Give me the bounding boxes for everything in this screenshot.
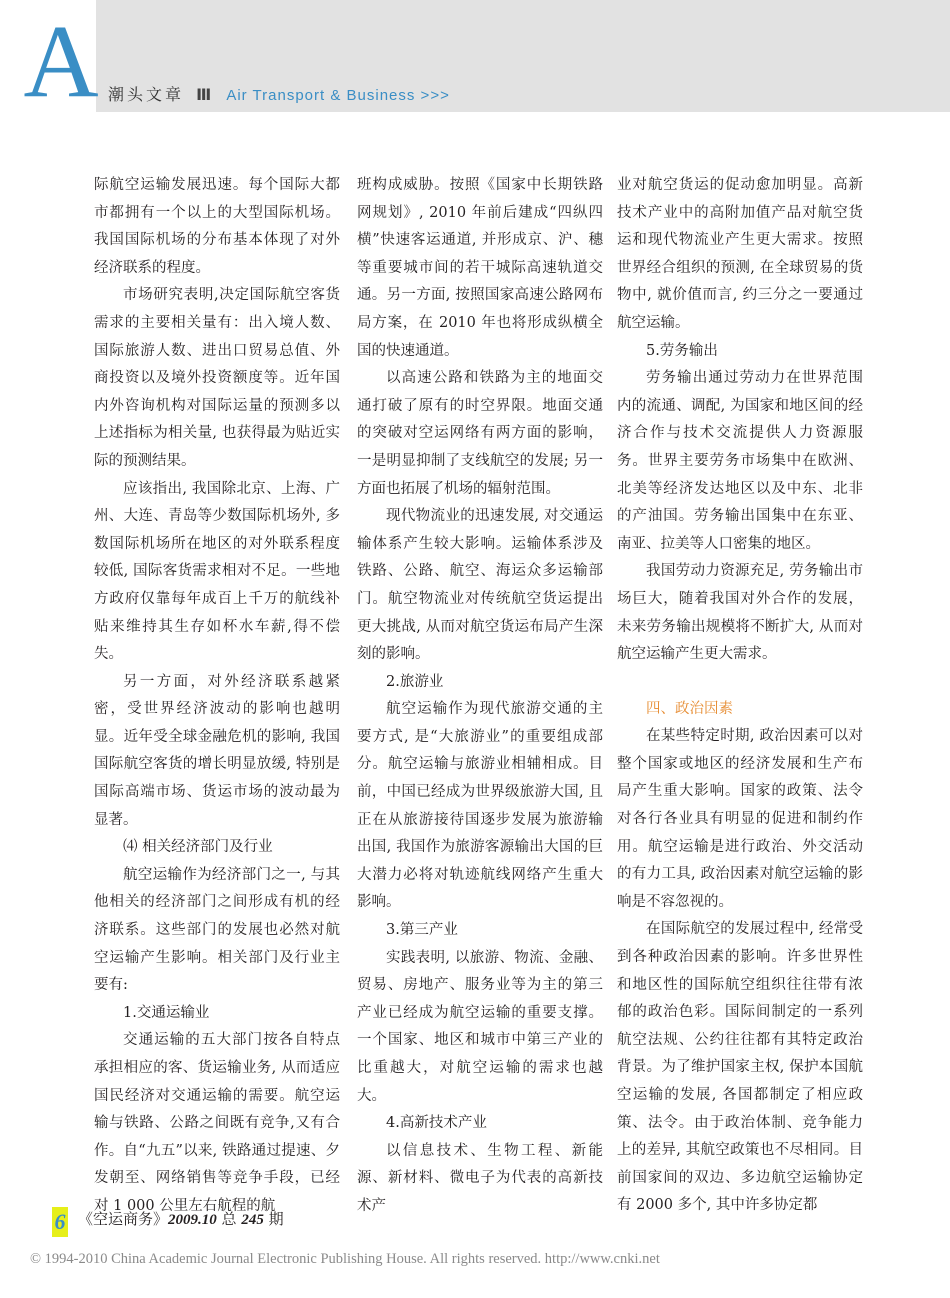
section-subheading: 5.劳务输出 (646, 342, 718, 359)
section-subheading: 2.旅游业 (386, 673, 444, 690)
paragraph: 现代物流业的迅速发展, 对交通运输体系产生较大影响。运输体系涉及铁路、公路、航空、海运众多运输部门。航空物流业对传统航空货运提出更大挑战, 从而对航空货运布局产生深刻的影响。 (357, 508, 603, 663)
section-subheading: ⑷ 相关经济部门及行业 (123, 839, 273, 856)
paragraph: 航空运输作为经济部门之一, 与其他相关的经济部门之间形成有机的经济联系。这些部门的发展也必然对航空运输产生影响。相关部门及行业主要有: (94, 866, 340, 994)
paragraph: 实践表明, 以旅游、物流、金融、贸易、房地产、服务业等为主的第三产业已经成为航空运输的重要支撑。一个国家、地区和城市中第三产业的比重越大，对航空运输的需求也越大。 (357, 949, 603, 1104)
total-label: 总 (221, 1210, 237, 1228)
article-column-1 (94, 172, 340, 1221)
page-number-tab: 6 (52, 1207, 68, 1237)
page-header (0, 0, 950, 112)
journal-name: 《空运商务》 (78, 1210, 169, 1228)
section-heading: 四、政治因素 (646, 700, 733, 717)
paragraph: 我国劳动力资源充足, 劳务输出市场巨大，随着我国对外合作的发展，未来劳务输出规模将不断扩大, 从而对航空运输产生更大需求。 (617, 563, 863, 663)
paragraph: 业对航空货运的促动愈加明显。高新技术产业中的高附加值产品对航空货运和现代物流业产生更大需求。按照世界经合组织的预测, 在全球贸易的货物中, 就价值而言, 约三分之一要通过航空运输。 (617, 177, 863, 331)
header-title (108, 82, 450, 105)
section-subheading: 4.高新技术产业 (386, 1115, 487, 1132)
paragraph: 以信息技术、生物工程、新能源、新材料、微电子为代表的高新技术产 (357, 1142, 603, 1214)
period-label: 期 (268, 1210, 284, 1228)
paragraph: 以高速公路和铁路为主的地面交通打破了原有的时空界限。地面交通的突破对空运网络有两方面的影响，一是明显抑制了支线航空的发展; 另一方面也拓展了机场的辐射范围。 (357, 370, 603, 497)
copyright-notice: © 1994-2010 China Academic Journal Electronic Publishing House. All rights reserved. http://www.cnki.net (30, 1251, 660, 1267)
journal-english-name: Air Transport & Business >>> (226, 87, 450, 104)
paragraph: 另一方面，对外经济联系越紧密，受世界经济波动的影响也越明显。近年受全球金融危机的影响, 我国国际航空客货的增长明显放缓, 特别是国际高端市场、货运市场的波动最为显著。 (94, 673, 340, 828)
paragraph: 际航空运输发展迅速。每个国际大都市都拥有一个以上的大型国际机场。我国国际机场的分布基本体现了对外经济联系的程度。 (94, 177, 340, 276)
section-subheading: 3.第三产业 (386, 922, 458, 939)
paragraph: 在国际航空的发展过程中, 经常受到各种政治因素的影响。许多世界性和地区性的国际航空组织往往带有浓郁的政治色彩。国际间制定的一系列航空法规、公约往往都有其特定政治背景。为了维护国家主权, 保护本国航空运输的发展, 各国都制定了相应政策、法令。由于政治体制、竞争能力上的差异, 其航空政策也不尽相同。目前国家间的双边、多边航空运输协定有 2000 多个, 其中许多协定都 (617, 921, 863, 1214)
issue-info (78, 1208, 284, 1229)
total-number: 245 (241, 1212, 264, 1228)
paragraph: 应该指出, 我国除北京、上海、广州、大连、青岛等少数国际机场外, 多数国际机场所在地区的对外联系程度较低, 国际客货需求相对不足。一些地方政府仅靠每年成百上千万的航线补贴来维持其生存如杯水车薪,得不偿失。 (94, 480, 340, 663)
article-column-2 (357, 172, 603, 1221)
header-separator: Ⅲ (196, 85, 215, 104)
article-column-3 (617, 172, 863, 1220)
paragraph: 交通运输的五大部门按各自特点承担相应的客、货运输业务, 从而适应国民经济对交通运输的需要。航空运输与铁路、公路之间既有竞争,又有合作。自“九五”以来, 铁路通过提速、夕发朝至、网络销售等竞争手段，已经对 1 000 公里左右航程的航 (94, 1032, 340, 1214)
section-name: 潮头文章 (108, 85, 185, 104)
logo-letter: A (23, 8, 99, 108)
paragraph: 航空运输作为现代旅游交通的主要方式, 是“大旅游业”的重要组成部分。航空运输与旅游业相辅相成。目前，中国已经成为世界级旅游大国, 且正在从旅游接待国逐步发展为旅游输出国, 我国作为旅游客源输出大国的巨大潜力必将对轨迹航线网络产生重大影响。 (357, 701, 603, 911)
paragraph: 班构成威胁。按照《国家中长期铁路网规划》, 2010 年前后建成“四纵四横”快速客运通道, 并形成京、沪、穗等重要城市间的若干城际高速轨道交通。另一方面, 按照国家高速公路网布局方案，在 2010 年也将形成纵横全国的快速通道。 (357, 177, 603, 359)
paragraph: 市场研究表明,决定国际航空客货需求的主要相关量有：出入境人数、国际旅游人数、进出口贸易总值、外商投资以及境外投资额度等。近年国内外咨询机构对国际运量的预测多以上述指标为相关量, 也获得最为贴近实际的预测结果。 (94, 287, 340, 469)
paragraph: 劳务输出通过劳动力在世界范围内的流通、调配, 为国家和地区间的经济合作与技术交流提供人力资源服务。世界主要劳务市场集中在欧洲、北美等经济发达地区以及中东、北非的产油国。劳务输出国集中在东亚、南亚、拉美等人口密集的地区。 (617, 370, 863, 552)
issue-date: 2009.10 (168, 1212, 217, 1228)
section-subheading: 1.交通运输业 (123, 1004, 210, 1021)
paragraph: 在某些特定时期, 政治因素可以对整个国家或地区的经济发展和生产布局产生重大影响。国家的政策、法令对各行各业具有明显的促进和制约作用。航空运输是进行政治、外交活动的有力工具, 政治因素对航空运输的影响是不容忽视的。 (617, 728, 863, 910)
section-logo-icon (22, 8, 100, 108)
